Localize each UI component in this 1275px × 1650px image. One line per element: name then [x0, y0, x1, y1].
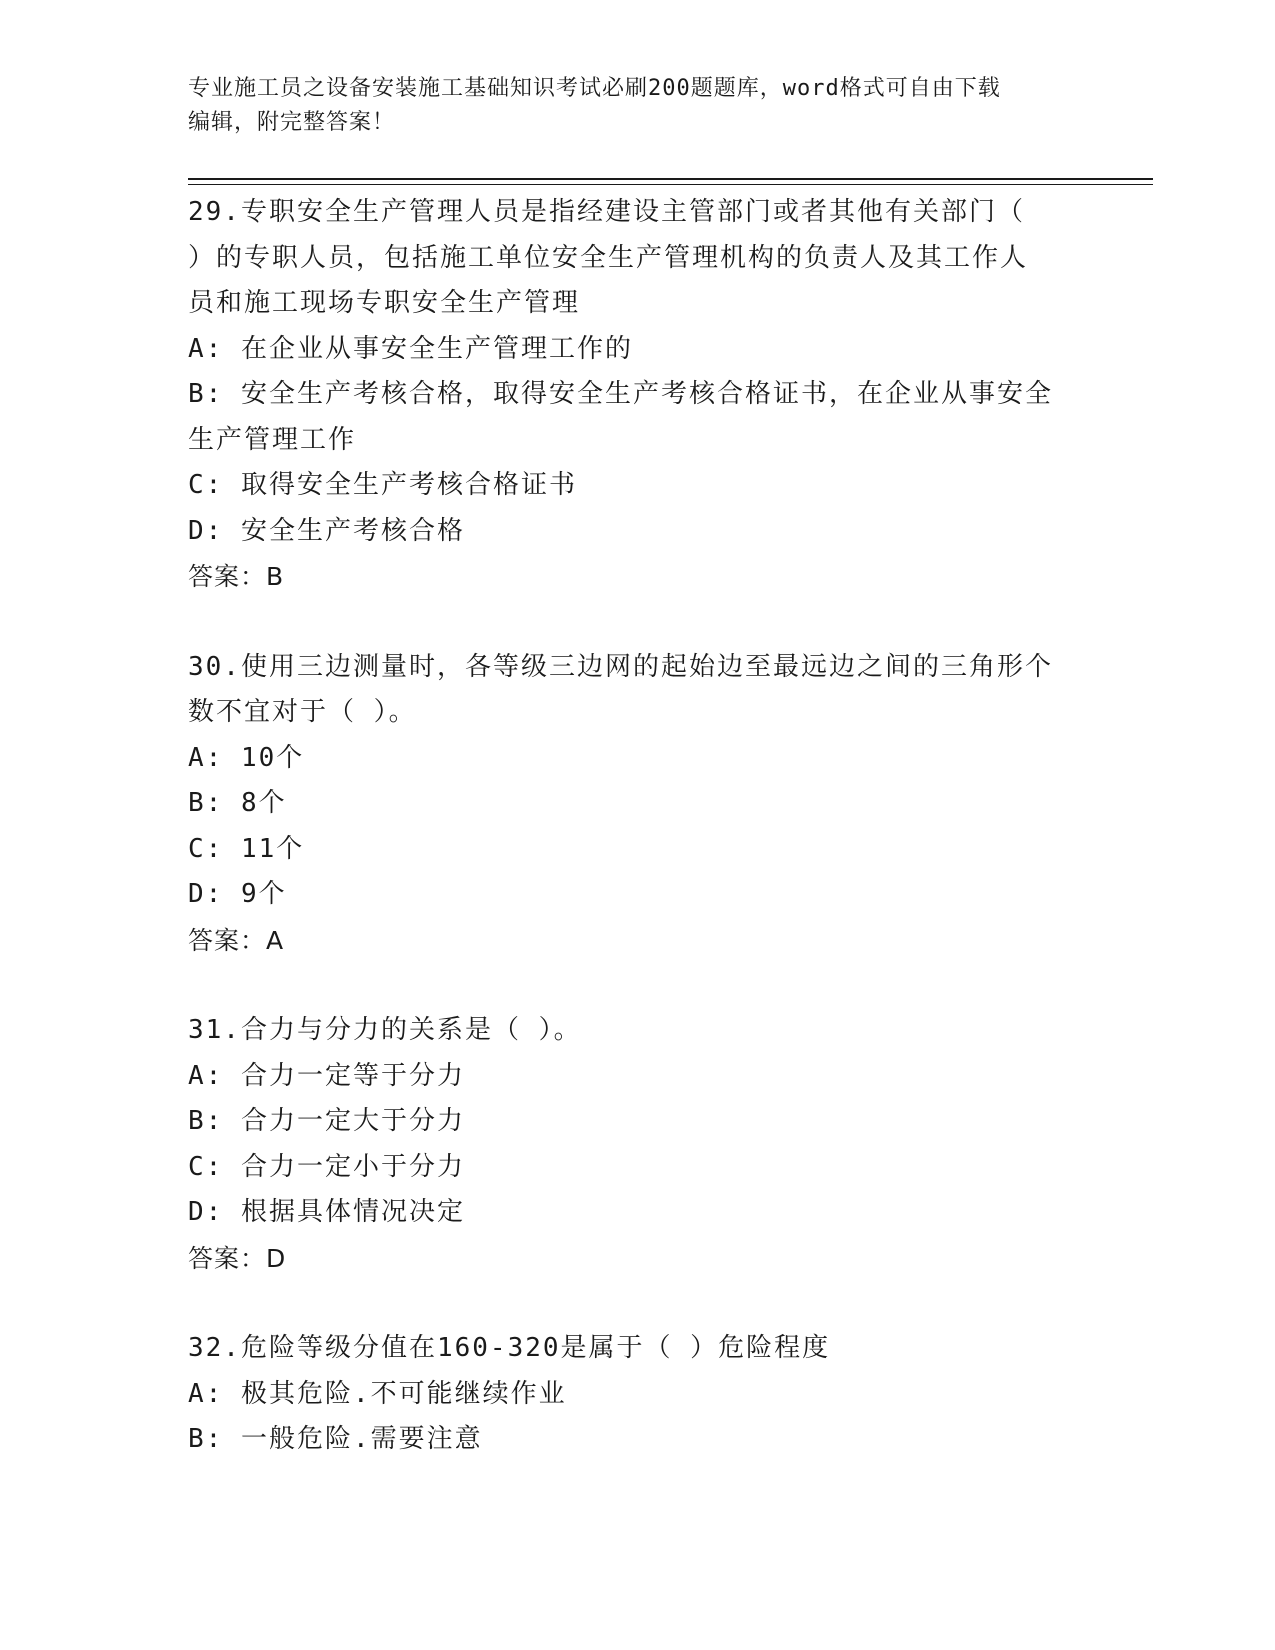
question-stem-line: 员和施工现场专职安全生产管理	[188, 288, 581, 318]
option-a: A: 合力一定等于分力	[188, 1060, 465, 1091]
question-stem-line: 32.危险等级分值在160-320是属于（ ）危险程度	[188, 1333, 831, 1363]
question-30	[188, 645, 1088, 964]
question-stem-line: 数不宜对于（ ）。	[188, 697, 417, 727]
question-stem-line: 30.使用三边测量时，各等级三边网的起始边至最远边之间的三角形个	[188, 651, 1053, 682]
question-stem-line: ）的专职人员，包括施工单位安全生产管理机构的负责人及其工作人	[188, 242, 1029, 273]
header-line-1: 专业施工员之设备安装施工基础知识考试必刷200题题库，word格式可自由下载	[188, 76, 1001, 101]
question-29	[188, 190, 1088, 600]
option-a: A: 10个	[188, 742, 305, 773]
option-c: C: 合力一定小于分力	[188, 1151, 465, 1182]
option-c: C: 取得安全生产考核合格证书	[188, 470, 577, 500]
option-b: B: 安全生产考核合格，取得安全生产考核合格证书，在企业从事安全	[188, 379, 1053, 409]
question-list	[188, 190, 1088, 1508]
option-a: A: 在企业从事安全生产管理工作的	[188, 333, 633, 364]
option-b: B: 合力一定大于分力	[188, 1106, 465, 1136]
header-divider-thin	[188, 184, 1153, 185]
option-c: C: 11个	[188, 833, 305, 864]
option-d: D: 9个	[188, 879, 287, 909]
question-stem-line: 29.专职安全生产管理人员是指经建设主管部门或者其他有关部门（	[188, 197, 1025, 227]
document-header	[188, 72, 1088, 140]
option-b-continued: 生产管理工作	[188, 424, 357, 455]
answer-label: 答案：A	[188, 925, 285, 955]
header-line-2: 编辑，附完整答案！	[188, 110, 396, 135]
answer-label: 答案：B	[188, 562, 285, 591]
option-b: B: 8个	[188, 788, 287, 818]
question-32	[188, 1326, 1088, 1463]
option-d: D: 根据具体情况决定	[188, 1197, 465, 1227]
option-a: A: 极其危险.不可能继续作业	[188, 1378, 567, 1409]
question-stem-line: 31.合力与分力的关系是（ ）。	[188, 1015, 582, 1045]
answer-label: 答案：D	[188, 1243, 287, 1273]
option-b: B: 一般危险.需要注意	[188, 1424, 483, 1454]
option-d: D: 安全生产考核合格	[188, 515, 465, 546]
header-divider-thick	[188, 178, 1153, 180]
question-31	[188, 1008, 1088, 1281]
